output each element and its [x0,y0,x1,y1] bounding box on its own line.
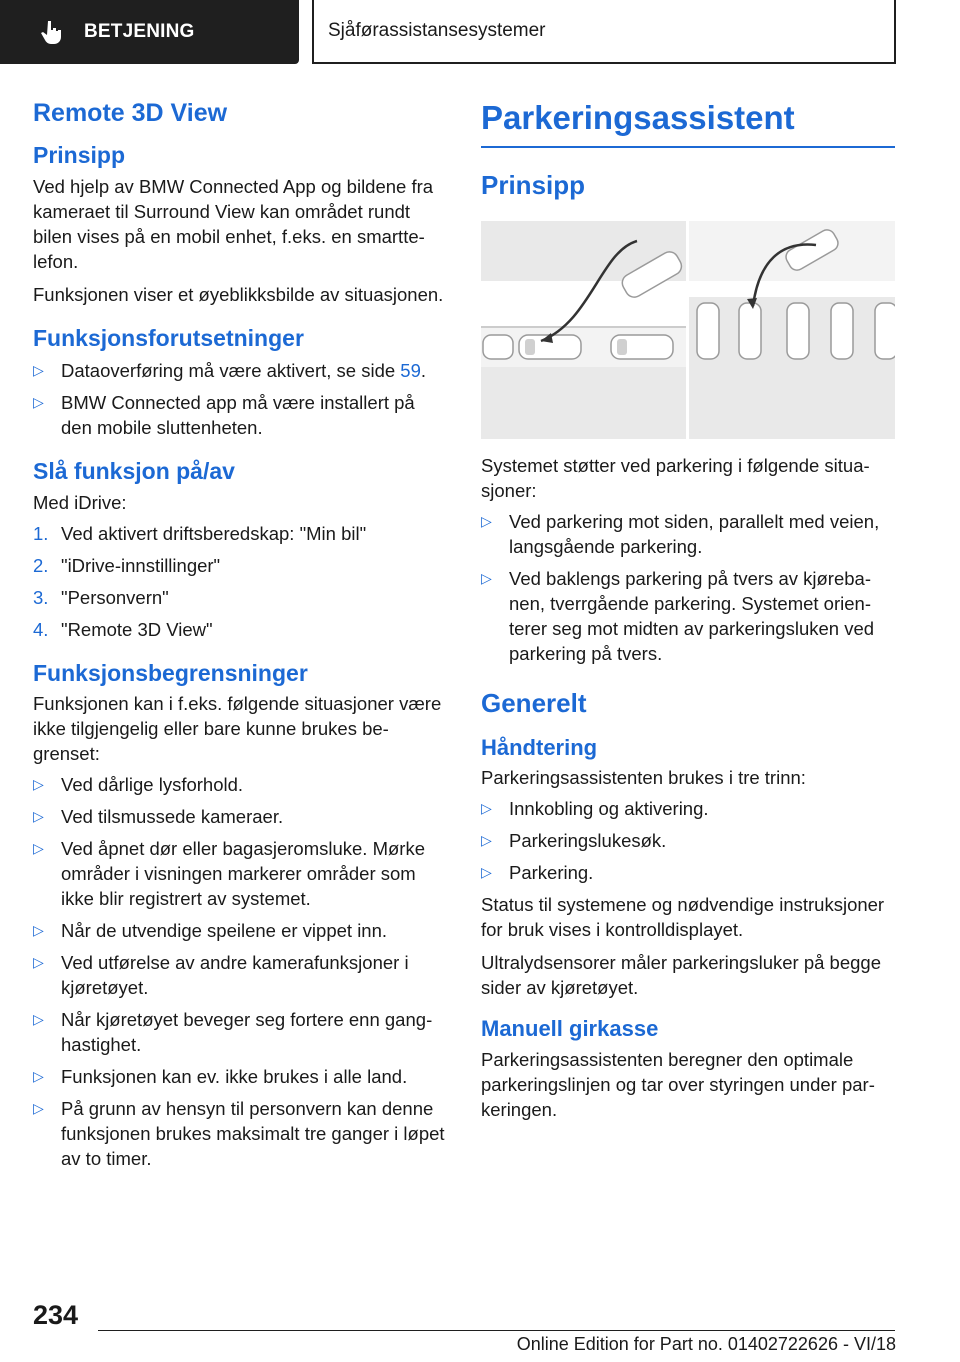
list-item: ▷ Ved dårlige lysforhold. [33,774,244,796]
prinsipp-heading: Prinsipp [481,169,586,200]
list-item: ▷ Ved baklengs parkering på tvers av kjørebanen, tverrgående parkering. Systemet orienterer seg mot midten av parkeringsluken ved parkering på tvers. [481,567,875,664]
list-item: ▷ Dataoverføring må være aktivert, se side 59. [33,360,427,382]
triangle-bullet-icon: ▷ [33,776,44,793]
paragraph: Parkeringsassistenten brukes i tre trinn: [481,767,806,789]
triangle-bullet-icon: ▷ [33,808,44,825]
parking-diagram [481,221,895,439]
paragraph: Med iDrive: [33,491,127,513]
list-item: ▷ Innkobling og aktivering. [481,798,709,820]
list-item: 4. "Remote 3D View" [33,618,213,640]
bullet-list [481,509,895,666]
list-item: ▷ Når de utvendige speilene er vippet inn. [33,920,388,942]
triangle-bullet-icon: ▷ [481,512,492,529]
list-item: ▷ På grunn av hensyn til personvern kan denne funksjonen brukes maksimalt tre ganger i løpet av to timer. [33,1098,445,1170]
bullet-list [33,358,447,440]
footer-divider [98,1330,895,1331]
list-item: ▷ Når kjøretøyet beveger seg fortere enn ganghastighet. [33,1009,433,1056]
numbered-list [33,521,447,642]
list-item: ▷ BMW Connected app må være installert på den mobile sluttenheten. [33,392,415,439]
handtering-heading: Håndtering [481,734,598,760]
paragraph: Ved hjelp av BMW Connected App og bildene fra kameraet til Surround View kan området rundt bilen vises på en mobil enhet, f.eks. en smarttelefon. [33,175,434,272]
paragraph: Funksjonen kan i f.eks. følgende situasjoner være ikke tilgjengelig eller bare kunne brukes begrenset: [33,693,442,765]
bullet-list [33,772,447,1171]
hand-pointer-icon [40,19,64,45]
triangle-bullet-icon: ▷ [481,864,492,881]
triangle-bullet-icon: ▷ [33,954,44,971]
list-item: ▷ Ved åpnet dør eller bagasjeromsluke. Mørke områder i visningen markerer områder som ikke blir registrert av systemet. [33,838,426,910]
begrensninger-heading: Funksjonsbegrensninger [33,659,308,686]
paragraph: Status til systemene og nødvendige instruksjoner for bruk vises i kontrolldisplayet. [481,894,885,941]
remote-3d-view-title: Remote 3D View [33,99,228,127]
triangle-bullet-icon: ▷ [481,800,492,817]
list-item: ▷ Parkering. [481,862,594,884]
triangle-bullet-icon: ▷ [33,840,44,857]
forutsetninger-heading: Funksjonsforutsetninger [33,324,304,351]
chapter-tab [0,0,299,64]
chapter-label: BETJENING [84,21,195,42]
triangle-bullet-icon: ▷ [481,832,492,849]
list-item: ▷ Ved parkering mot siden, parallelt med veien, langsgående parkering. [481,510,880,557]
page-number: 234 [33,1300,79,1330]
list-item: ▷ Parkeringslukesøk. [481,830,667,852]
manuell-girkasse-heading: Manuell girkasse [481,1016,659,1042]
section-title: Sjåførassistansesystemer [328,20,546,41]
right-column [481,98,895,1122]
left-column [33,98,447,1178]
paragraph: Ultralydsensorer måler parkeringsluker på begge sider av kjøretøyet. [481,952,881,999]
paragraph: Parkeringsassistenten beregner den optimale parkeringslinjen og tar over styringen under parkeringen. [481,1048,875,1120]
prinsipp-heading: Prinsipp [33,142,126,168]
triangle-bullet-icon: ▷ [481,569,492,586]
triangle-bullet-icon: ▷ [33,1068,44,1085]
paragraph: Systemet støtter ved parkering i følgende situasjoner: [481,454,870,501]
page-link[interactable]: 59 [400,360,421,382]
list-item: 3. "Personvern" [33,586,169,608]
paragraph: Funksjonen viser et øyeblikksbilde av situasjonen. [33,283,444,305]
slaa-heading: Slå funksjon på/av [33,458,235,485]
triangle-bullet-icon: ▷ [33,362,44,379]
triangle-bullet-icon: ▷ [33,1011,44,1028]
list-item: ▷ Ved tilsmussede kameraer. [33,806,284,828]
edition-text: Online Edition for Part no. 01402722626 - VI/18 [516,1334,896,1354]
triangle-bullet-icon: ▷ [33,394,44,411]
generelt-heading: Generelt [481,687,587,718]
list-item: 1. Ved aktivert driftsberedskap: "Min bil" [33,522,367,544]
triangle-bullet-icon: ▷ [33,1100,44,1117]
list-item: ▷ Ved utførelse av andre kamerafunksjoner i kjøretøyet. [33,952,409,999]
parkeringsassistent-title: Parkeringsassistent [481,98,895,148]
parking-illustration [481,221,895,439]
section-header [312,0,896,64]
bullet-list [481,796,895,885]
list-item: ▷ Funksjonen kan ev. ikke brukes i alle land. [33,1066,408,1088]
list-item: 2. "iDrive-innstillinger" [33,554,221,576]
triangle-bullet-icon: ▷ [33,922,44,939]
